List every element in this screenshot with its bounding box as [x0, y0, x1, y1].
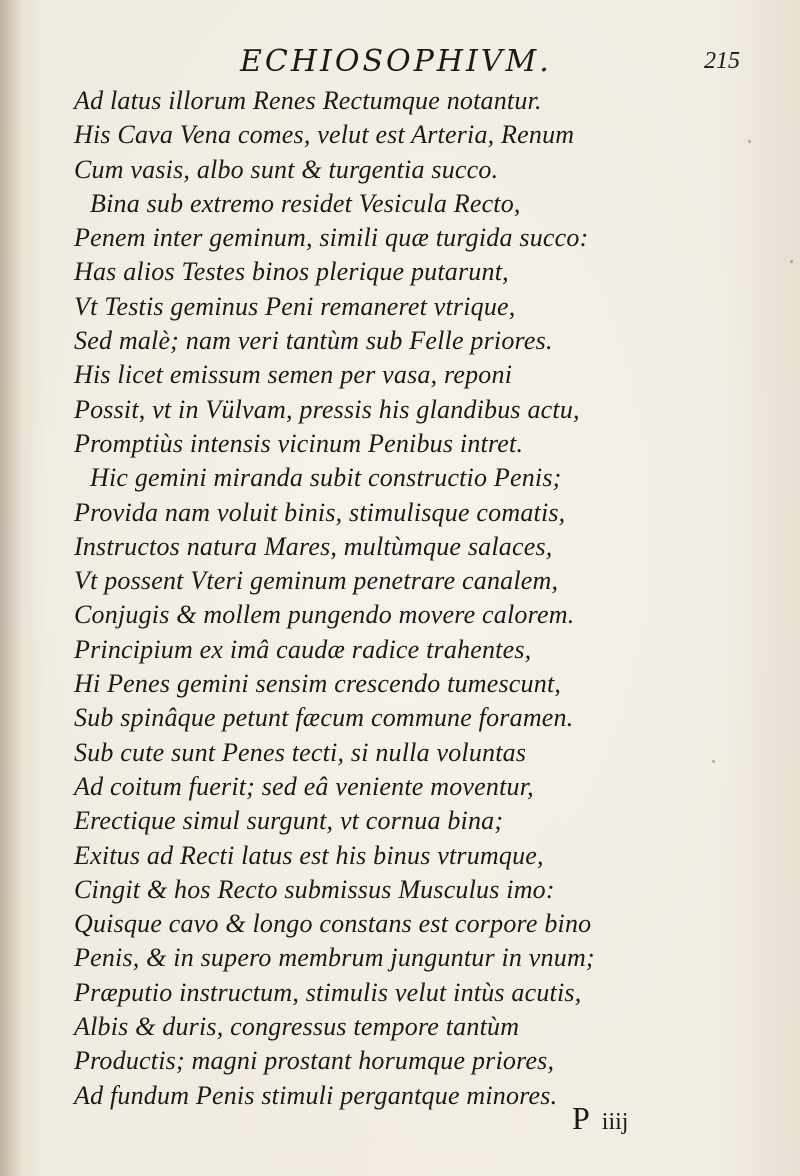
verse-line: Vt possent Vteri geminum penetrare canalem, — [74, 566, 559, 596]
verse-line: Penem inter geminum, simili quæ turgida succo: — [74, 223, 589, 253]
paper-speck — [790, 260, 793, 263]
running-head — [0, 44, 800, 88]
verse-line: Vt Testis geminus Peni remaneret vtrique, — [74, 291, 516, 321]
page-number: 215 — [704, 48, 740, 74]
verse-line: Præputio instructum, stimulis velut intùs acutis, — [74, 977, 582, 1007]
verse-line: Cum vasis, albo sunt & turgentia succo. — [74, 154, 499, 184]
verse-line: Conjugis & mollem pungendo movere calorem. — [74, 600, 575, 630]
paper-speck — [748, 140, 751, 143]
running-title: ECHIOSOPHIVM. — [240, 44, 552, 79]
page-gutter-shadow — [0, 0, 22, 1176]
signature-mark — [572, 1100, 628, 1137]
verse-line: Hic gemini miranda subit constructio Penis; — [90, 463, 562, 493]
verse-line: Quisque cavo & longo constans est corpore bino — [74, 909, 592, 939]
verse-line: Bina sub extremo residet Vesicula Recto, — [90, 188, 521, 218]
verse-line: Provida nam voluit binis, stimulisque comatis, — [74, 497, 566, 527]
signature-letter: P — [572, 1100, 590, 1136]
paper-speck — [712, 760, 715, 763]
verse-line: Instructos natura Mares, multùmque salaces, — [74, 531, 553, 561]
verse-line: Principium ex imâ caudæ radice trahentes, — [74, 634, 532, 664]
verse-line: Penis, & in supero membrum junguntur in vnum; — [74, 943, 595, 973]
verse-line: Promptiùs intensis vicinum Penibus intret. — [74, 428, 524, 458]
verse-line: Sub spinâque petunt fæcum commune foramen. — [74, 703, 574, 733]
verse-line: Hi Penes gemini sensim crescendo tumescunt, — [74, 669, 562, 699]
verse-line: Sub cute sunt Penes tecti, si nulla voluntas — [74, 737, 527, 767]
verse-text — [74, 84, 754, 1113]
verse-line: Ad latus illorum Renes Rectumque notantur. — [74, 86, 542, 115]
verse-line: Albis & duris, congressus tempore tantùm — [74, 1012, 520, 1042]
verse-line: His Cava Vena comes, velut est Arteria, Renum — [74, 120, 575, 150]
verse-line: Ad fundum Penis stimuli pergantque minores. — [74, 1080, 558, 1110]
signature-number: iiij — [601, 1109, 629, 1135]
verse-line: Has alios Testes binos plerique putarunt, — [74, 257, 509, 287]
verse-line: Cingit & hos Recto submissus Musculus imo: — [74, 874, 555, 904]
verse-line: Erectique simul surgunt, vt cornua bina; — [74, 806, 504, 836]
verse-line: Ad coitum fuerit; sed eâ veniente moventur, — [74, 771, 534, 801]
verse-line: Sed malè; nam veri tantùm sub Felle priores. — [74, 326, 553, 356]
verse-line: Exitus ad Recti latus est his binus vtrumque, — [74, 840, 544, 870]
verse-line: His licet emissum semen per vasa, reponi — [74, 360, 513, 390]
verse-line: Possit, vt in Vülvam, pressis his glandibus actu, — [74, 394, 580, 424]
verse-line: Productis; magni prostant horumque priores, — [74, 1046, 555, 1076]
